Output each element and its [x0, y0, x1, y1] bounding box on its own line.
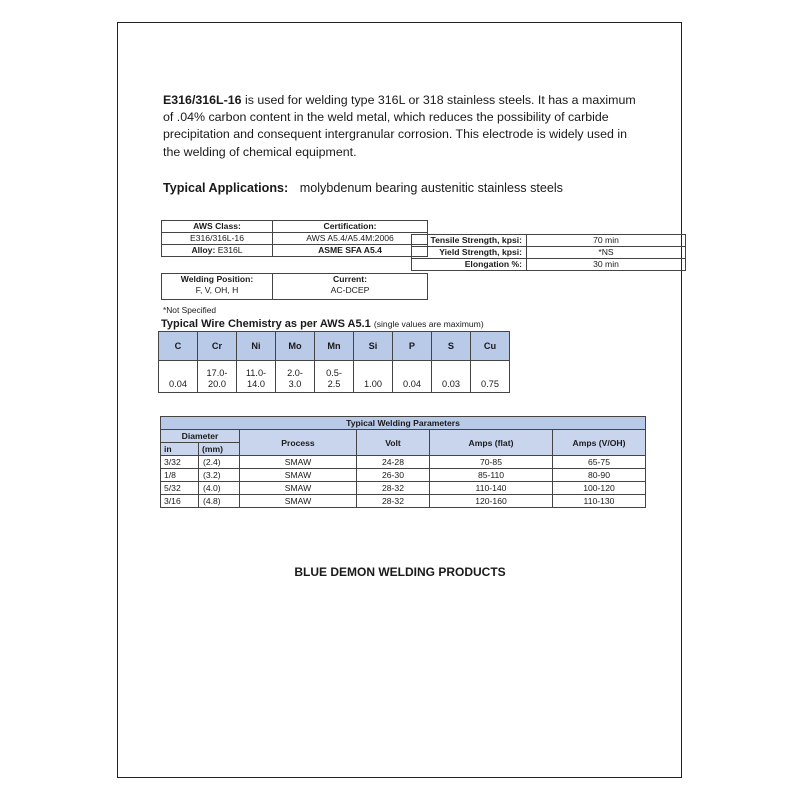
chem-header: Ni [237, 332, 276, 361]
mechanical-row [412, 247, 686, 259]
chem-value-si: 1.00 [354, 361, 393, 393]
chem-header: Si [354, 332, 393, 361]
welding-table-title: Typical Welding Parameters [161, 417, 646, 430]
alloy-value: E316L [217, 245, 243, 255]
spec-table [161, 220, 428, 257]
amps-voh-header: Amps (V/OH) [553, 430, 646, 456]
welding-row: 5/32 (4.0) SMAW 28-32 110-140 100-120 [161, 482, 646, 495]
chem-value-mn: 0.5- 2.5 [315, 361, 354, 393]
intro-paragraph [163, 92, 643, 161]
position-value: F, V, OH, H [195, 285, 239, 295]
chem-value-cu: 0.75 [471, 361, 510, 393]
welding-parameters-table [160, 416, 646, 508]
mechanical-table [411, 234, 686, 271]
position-label: Welding Position: [180, 274, 254, 284]
chem-header: Cr [198, 332, 237, 361]
mm-header: (mm) [199, 443, 240, 456]
chem-header: Cu [471, 332, 510, 361]
chem-value-mo: 2.0- 3.0 [276, 361, 315, 393]
chemistry-value-row [159, 361, 510, 393]
current-cell [273, 274, 428, 300]
typical-applications [163, 181, 563, 195]
asme-value: ASME SFA A5.4 [273, 245, 428, 257]
welding-position-cell [162, 274, 273, 300]
mechanical-row [412, 235, 686, 247]
certification-label: Certification: [273, 221, 428, 233]
chem-header: Mo [276, 332, 315, 361]
alloy-cell [162, 245, 273, 257]
chemistry-header-row [159, 332, 510, 361]
not-specified-note: *Not Specified [163, 305, 217, 315]
applications-label: Typical Applications: [163, 181, 289, 195]
chem-value-s: 0.03 [432, 361, 471, 393]
welding-row: 3/16 (4.8) SMAW 28-32 120-160 110-130 [161, 495, 646, 508]
chem-header: C [159, 332, 198, 361]
welding-row: 3/32 (2.4) SMAW 24-28 70-85 65-75 [161, 456, 646, 469]
welding-row: 1/8 (3.2) SMAW 26-30 85-110 80-90 [161, 469, 646, 482]
chem-value-ni: 11.0- 14.0 [237, 361, 276, 393]
mechanical-value: 30 min [527, 259, 686, 271]
mechanical-value: 70 min [527, 235, 686, 247]
chem-value-cr: 17.0- 20.0 [198, 361, 237, 393]
chemistry-note: (single values are maximum) [373, 319, 484, 329]
chem-header: Mn [315, 332, 354, 361]
position-table [161, 273, 428, 300]
volt-header: Volt [357, 430, 430, 456]
mechanical-label: Elongation %: [412, 259, 527, 271]
current-value: AC-DCEP [330, 285, 370, 295]
diameter-header: Diameter [161, 430, 240, 443]
chem-value-p: 0.04 [393, 361, 432, 393]
mechanical-label: Yield Strength, kpsi: [412, 247, 527, 259]
in-header: in [161, 443, 199, 456]
intro-text: is used for welding type 316L or 318 stainless steels. It has a maximum of .04% carbon content in the weld metal, which reduces the possibility of carbide precipitation and consequent intergranular corrosion. This electrode is widely used in the welding of chemical equipment. [163, 93, 636, 159]
certification-value: AWS A5.4/A5.4M:2006 [273, 233, 428, 245]
process-header: Process [240, 430, 357, 456]
chem-header: P [393, 332, 432, 361]
chem-header: S [432, 332, 471, 361]
mechanical-value: *NS [527, 247, 686, 259]
aws-class-value: E316/316L-16 [162, 233, 273, 245]
chem-value-c: 0.04 [159, 361, 198, 393]
chemistry-table [158, 331, 510, 393]
chemistry-title-text: Typical Wire Chemistry as per AWS A5.1 [161, 318, 371, 330]
amps-flat-header: Amps (flat) [430, 430, 553, 456]
chemistry-title [161, 318, 484, 330]
product-code: E316/316L-16 [163, 93, 242, 107]
mechanical-label: Tensile Strength, kpsi: [412, 235, 527, 247]
applications-value: molybdenum bearing austenitic stainless steels [299, 181, 563, 195]
alloy-label: Alloy: [191, 245, 216, 255]
mechanical-row [412, 259, 686, 271]
brand-footer: BLUE DEMON WELDING PRODUCTS [294, 565, 506, 579]
aws-class-label: AWS Class: [162, 221, 273, 233]
current-label: Current: [333, 274, 367, 284]
